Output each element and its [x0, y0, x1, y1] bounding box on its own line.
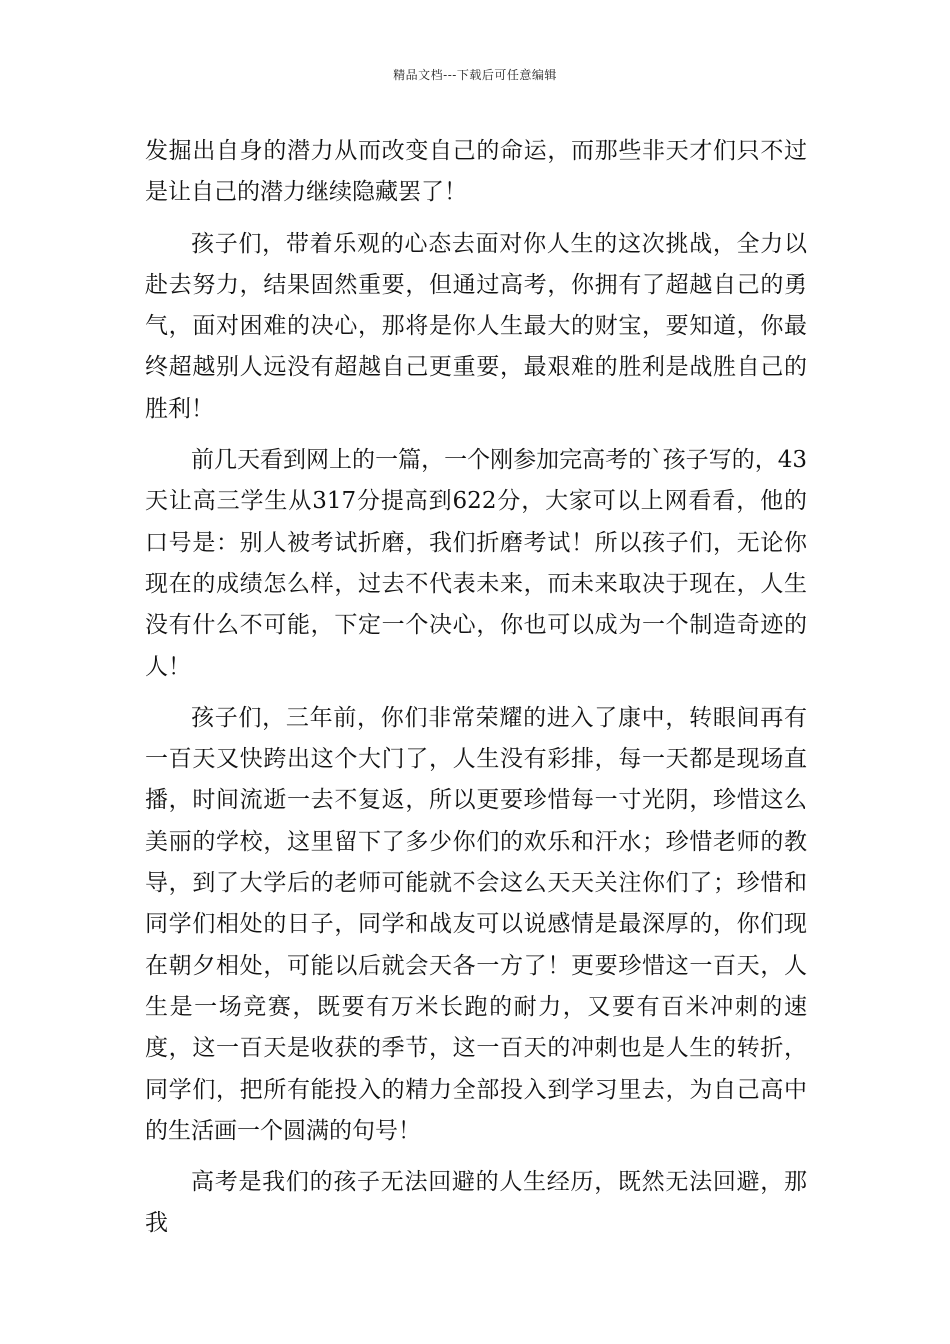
paragraph-1: 发掘出自身的潜力从而改变自己的命运，而那些非天才们只不过是让自己的潜力继续隐藏罢了！ — [145, 138, 807, 206]
page-header: 精品文档---下载后可任意编辑 — [393, 68, 557, 82]
paragraph-2: 孩子们，带着乐观的心态去面对你人生的这次挑战，全力以赴去努力，结果固然重要，但通过高考，你拥有了超越自己的勇气，面对困难的决心，那将是你人生最大的财宝，要知道，你最终超越别人远没有超越自己更重要，最艰难的胜利是战胜自己的胜利！ — [145, 230, 807, 422]
paragraph-4: 孩子们，三年前，你们非常荣耀的进入了康中，转眼间再有一百天又快跨出这个大门了，人生没有彩排，每一天都是现场直播，时间流逝一去不复返，所以更要珍惜每一寸光阴，珍惜这么美丽的学校，这里留下了多少你们的欢乐和汗水；珍惜老师的教导，到了大学后的老师可能就不会这么天天关注你们了；珍惜和同学们相处的日子，同学和战友可以说感情是最深厚的，你们现在朝夕相处，可能以后就会天各一方了！更要珍惜这一百天，人生是一场竞赛，既要有万米长跑的耐力，又要有百米冲刺的速度，这一百天是收获的季节，这一百天的冲刺也是人生的转折，同学们，把所有能投入的精力全部投入到学习里去，为自己高中的生活画一个圆满的句号！ — [145, 704, 807, 1144]
paragraph-3: 前几天看到网上的一篇，一个刚参加完高考的`孩子写的，43天让高三学生从317分提高到622分，大家可以上网看看，他的口号是：别人被考试折磨，我们折磨考试！所以孩子们，无论你现在的成绩怎么样，过去不代表未来，而未来取决于现在，人生没有什么不可能，下定一个决心，你也可以成为一个制造奇迹的人！ — [145, 447, 807, 680]
document-body — [145, 131, 807, 1255]
paragraph-5: 高考是我们的孩子无法回避的人生经历，既然无法回避，那我 — [145, 1169, 807, 1237]
